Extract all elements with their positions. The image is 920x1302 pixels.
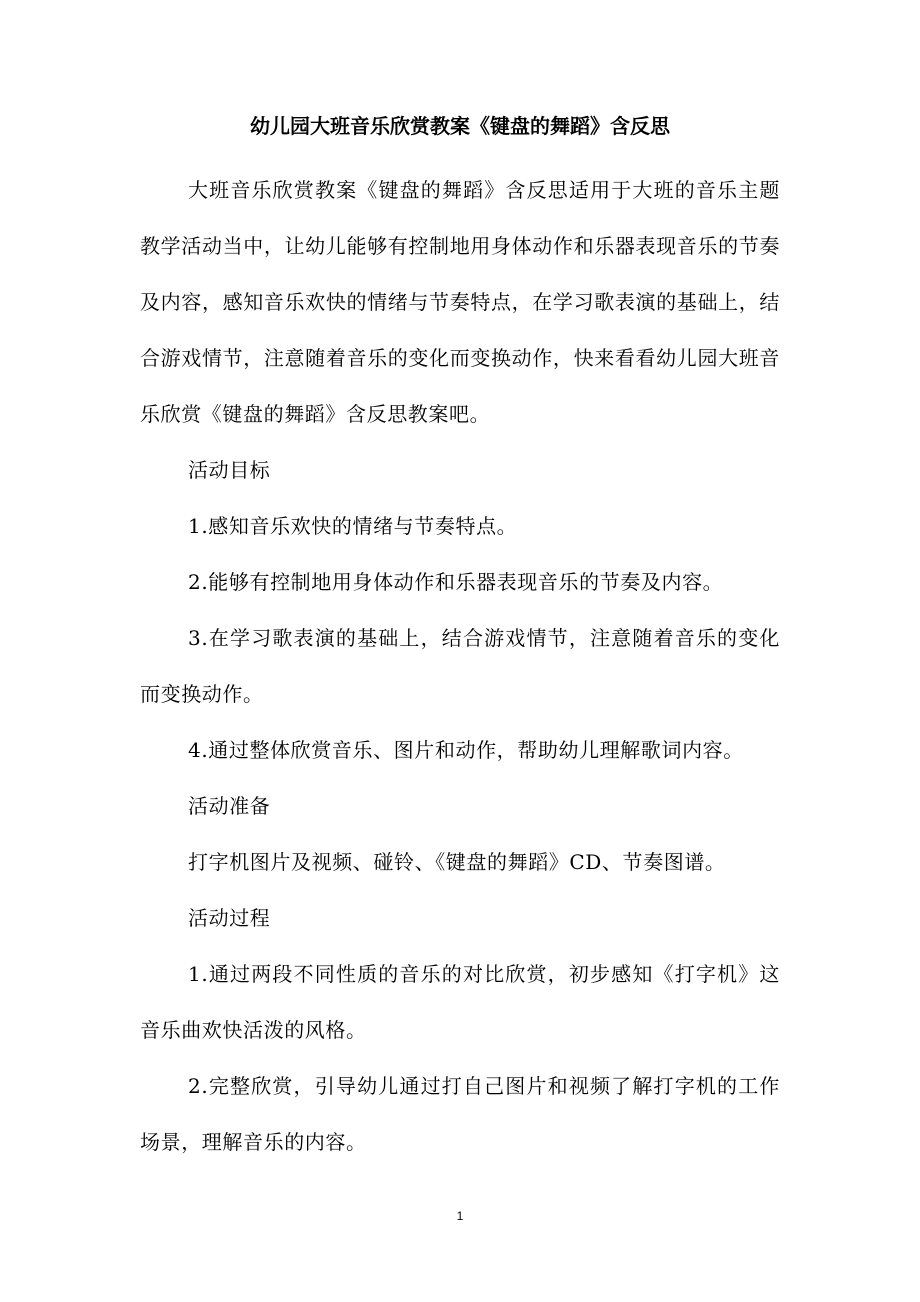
- intro-paragraph: 大班音乐欣赏教案《键盘的舞蹈》含反思适用于大班的音乐主题教学活动当中，让幼儿能够有控制地用身体动作和乐器表现音乐的节奏及内容，感知音乐欢快的情绪与节奏特点，在学习歌表演的基础上，结合游戏情节，注意随着音乐的变化而变换动作，快来看看幼儿园大班音乐欣赏《键盘的舞蹈》含反思教案吧。: [140, 178, 780, 426]
- process-item-1: 1.通过两段不同性质的音乐的对比欣赏，初步感知《打字机》这音乐曲欢快活泼的风格。: [140, 962, 780, 1042]
- section-heading-goals: 活动目标: [188, 458, 271, 482]
- section-heading-process: 活动过程: [188, 906, 271, 930]
- goal-item-2: 2.能够有控制地用身体动作和乐器表现音乐的节奏及内容。: [188, 570, 724, 594]
- document-body: [140, 162, 780, 1170]
- goal-item-4: 4.通过整体欣赏音乐、图片和动作，帮助幼儿理解歌词内容。: [188, 738, 744, 762]
- goal-item-3: 3.在学习歌表演的基础上，结合游戏情节，注意随着音乐的变化而变换动作。: [140, 626, 780, 706]
- process-item-2: 2.完整欣赏，引导幼儿通过打自己图片和视频了解打字机的工作场景，理解音乐的内容。: [140, 1074, 780, 1154]
- document-title: 幼儿园大班音乐欣赏教案《键盘的舞蹈》含反思: [250, 114, 670, 138]
- preparation-paragraph: 打字机图片及视频、碰铃、《键盘的舞蹈》CD、节奏图谱。: [188, 850, 726, 874]
- page-number: 1: [456, 1209, 464, 1223]
- goal-item-1: 1.感知音乐欢快的情绪与节奏特点。: [188, 514, 518, 538]
- section-heading-preparation: 活动准备: [188, 794, 271, 818]
